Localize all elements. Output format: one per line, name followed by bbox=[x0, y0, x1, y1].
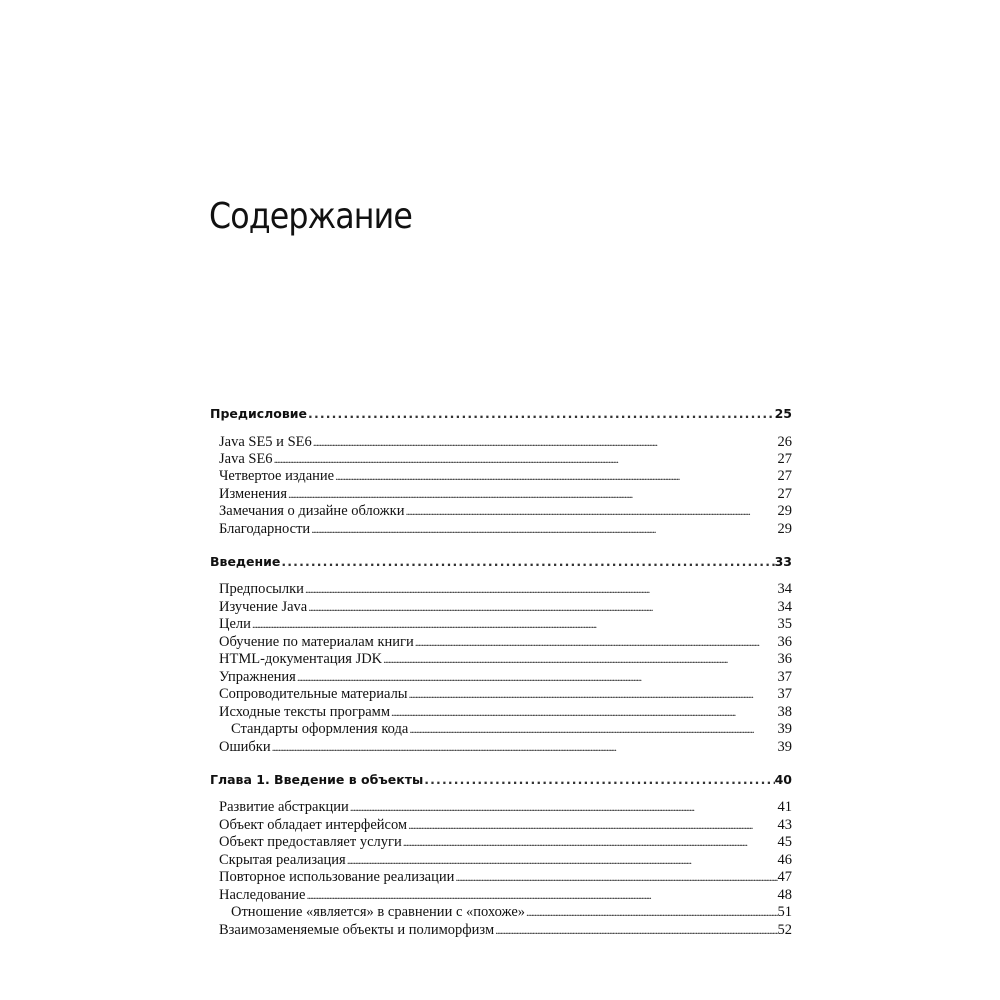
toc-entry-title: Объект обладает интерфейсом bbox=[219, 817, 408, 833]
toc-entry-page: 35 bbox=[777, 616, 792, 632]
toc-entry-title: Взаимозаменяемые объекты и полиморфизм bbox=[219, 922, 495, 938]
dot-leader bbox=[307, 888, 778, 903]
toc-entry-title: Четвертое издание bbox=[219, 468, 335, 484]
toc-entry-title: Изменения bbox=[219, 486, 287, 502]
toc-entry[interactable] bbox=[210, 581, 792, 599]
toc-entry-title: Цели bbox=[219, 616, 251, 632]
toc-entry-title: HTML-документация JDK bbox=[219, 651, 383, 667]
toc-entry-page: 37 bbox=[777, 669, 792, 685]
toc-entry-title: Стандарты оформления кода bbox=[231, 721, 409, 737]
toc-entry-title: Исходные тексты программ bbox=[219, 704, 391, 720]
toc-entry[interactable] bbox=[210, 599, 792, 617]
toc-section-introduction[interactable] bbox=[210, 554, 792, 572]
toc-entry[interactable] bbox=[210, 852, 792, 870]
toc-entry-page: 39 bbox=[777, 739, 792, 755]
toc-entry-title: Изучение Java bbox=[219, 599, 308, 615]
dot-leader bbox=[252, 617, 778, 632]
toc-section-title: Введение bbox=[210, 554, 281, 569]
toc-entry[interactable] bbox=[210, 869, 792, 887]
toc-entry-page: 36 bbox=[777, 651, 792, 667]
toc-entry[interactable] bbox=[210, 434, 792, 452]
toc-entry[interactable] bbox=[210, 704, 792, 722]
dot-leader bbox=[415, 635, 778, 650]
toc-entry[interactable] bbox=[210, 834, 792, 852]
toc-entry[interactable] bbox=[210, 651, 792, 669]
toc-entry[interactable] bbox=[210, 521, 792, 539]
toc-section-page: 33 bbox=[774, 554, 792, 569]
dot-leader bbox=[311, 522, 777, 537]
dot-leader bbox=[335, 469, 777, 484]
toc-entry-title: Объект предоставляет услуги bbox=[219, 834, 402, 850]
toc-entry-title: Отношение «является» в сравнении с «похоже» bbox=[231, 904, 526, 920]
toc-entry-title: Обучение по материалам книги bbox=[219, 634, 414, 650]
toc-entry-page: 47 bbox=[777, 869, 792, 885]
toc-entry[interactable] bbox=[210, 669, 792, 687]
toc-section-page: 40 bbox=[774, 772, 792, 787]
dot-leader bbox=[272, 740, 778, 755]
toc-entry-title: Ошибки bbox=[219, 739, 271, 755]
toc-entry[interactable] bbox=[210, 686, 792, 704]
toc-section-preface[interactable] bbox=[210, 406, 792, 424]
dot-leader bbox=[526, 905, 777, 920]
toc-entry-title: Замечания о дизайне обложки bbox=[219, 503, 405, 519]
toc-entry-title: Скрытая реализация bbox=[219, 852, 346, 868]
toc-entry-title: Благодарности bbox=[219, 521, 311, 537]
toc-entry-page: 37 bbox=[777, 686, 792, 702]
toc-entry-page: 34 bbox=[777, 599, 792, 615]
toc-entry-page: 26 bbox=[777, 434, 792, 450]
dot-leader bbox=[408, 818, 777, 833]
dot-leader bbox=[405, 504, 777, 519]
toc-subentry[interactable] bbox=[210, 904, 792, 922]
toc-entry[interactable] bbox=[210, 634, 792, 652]
toc-entry[interactable] bbox=[210, 486, 792, 504]
toc-entry-title: Развитие абстракции bbox=[219, 799, 349, 815]
toc-entry-page: 29 bbox=[777, 521, 792, 537]
toc-entry-page: 45 bbox=[777, 834, 792, 850]
dot-leader bbox=[409, 687, 778, 702]
toc-entry-title: Сопроводительные материалы bbox=[219, 686, 408, 702]
dot-leader bbox=[308, 406, 775, 421]
toc-entry[interactable] bbox=[210, 739, 792, 757]
dot-leader bbox=[297, 670, 778, 685]
dot-leader bbox=[308, 600, 777, 615]
toc-entry-page: 39 bbox=[777, 721, 792, 737]
toc-section-page: 25 bbox=[774, 406, 792, 421]
dot-leader bbox=[424, 772, 774, 787]
toc-entry-page: 46 bbox=[777, 852, 792, 868]
toc-entry-page: 27 bbox=[777, 486, 792, 502]
toc-section-title: Глава 1. Введение в объекты bbox=[210, 772, 424, 787]
toc-entry[interactable] bbox=[210, 799, 792, 817]
dot-leader bbox=[350, 800, 778, 815]
toc-entry-page: 41 bbox=[777, 799, 792, 815]
dot-leader bbox=[313, 435, 778, 450]
dot-leader bbox=[347, 853, 778, 868]
toc-entry[interactable] bbox=[210, 922, 792, 940]
toc-section-title: Предисловие bbox=[210, 406, 308, 421]
toc-entry-page: 27 bbox=[777, 451, 792, 467]
toc-entry[interactable] bbox=[210, 451, 792, 469]
dot-leader bbox=[455, 870, 777, 885]
toc-entry-title: Наследование bbox=[219, 887, 306, 903]
toc-entry[interactable] bbox=[210, 468, 792, 486]
toc-entry[interactable] bbox=[210, 503, 792, 521]
dot-leader bbox=[274, 452, 778, 467]
toc-entry-page: 43 bbox=[777, 817, 792, 833]
page-title: Содержание bbox=[209, 196, 412, 238]
toc-entry-page: 52 bbox=[777, 922, 792, 938]
toc-entry[interactable] bbox=[210, 817, 792, 835]
toc-entry-title: Предпосылки bbox=[219, 581, 304, 597]
toc-entry-page: 51 bbox=[777, 904, 792, 920]
toc-entry-page: 36 bbox=[777, 634, 792, 650]
toc-entry-title: Упражнения bbox=[219, 669, 296, 685]
toc-entry-page: 48 bbox=[777, 887, 792, 903]
toc-entry[interactable] bbox=[210, 616, 792, 634]
dot-leader bbox=[391, 705, 777, 720]
dot-leader bbox=[403, 835, 778, 850]
toc-entry-title: Java SE5 и SE6 bbox=[219, 434, 312, 450]
toc-entry-page: 29 bbox=[777, 503, 792, 519]
toc-entry-title: Повторное использование реализации bbox=[219, 869, 455, 885]
dot-leader bbox=[495, 923, 777, 938]
dot-leader bbox=[409, 722, 777, 737]
dot-leader bbox=[288, 487, 778, 502]
toc-entry-page: 27 bbox=[777, 468, 792, 484]
toc-entry[interactable] bbox=[210, 887, 792, 905]
dot-leader bbox=[383, 652, 777, 667]
toc-section-chapter-1[interactable] bbox=[210, 772, 792, 790]
dot-leader bbox=[281, 554, 774, 569]
toc-entry-title: Java SE6 bbox=[219, 451, 273, 467]
dot-leader bbox=[305, 582, 778, 597]
toc-subentry[interactable] bbox=[210, 721, 792, 739]
toc-entry-page: 34 bbox=[777, 581, 792, 597]
toc-entry-page: 38 bbox=[777, 704, 792, 720]
